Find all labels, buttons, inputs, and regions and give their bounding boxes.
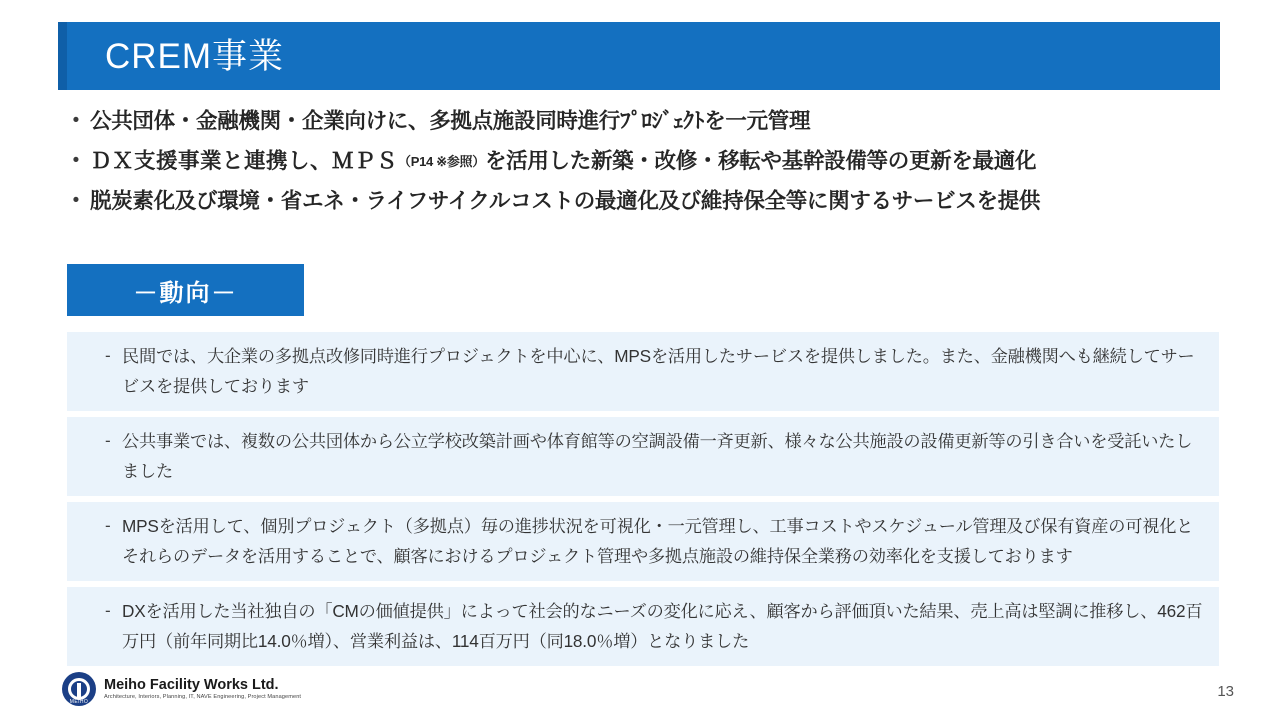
- bullet-marker-icon: •: [72, 190, 80, 211]
- list-item: [67, 332, 1219, 411]
- list-item-text: 公共事業では、複数の公共団体から公立学校改築計画や体育館等の空調設備一斉更新、様々な公共施設の設備更新等の引き合いを受託いたしました: [122, 431, 1193, 481]
- slide-title-band: [67, 22, 1220, 90]
- list-item: [67, 587, 1219, 666]
- page-number: 13: [1217, 683, 1234, 700]
- dash-marker-icon: -: [105, 431, 111, 450]
- bullet-marker-icon: •: [72, 150, 80, 171]
- footer-company-block: [104, 677, 301, 702]
- bullet-marker-icon: •: [72, 110, 80, 131]
- list-item: [67, 417, 1219, 496]
- section-header-label: －動向－: [133, 279, 238, 307]
- bullet-text: [90, 146, 1036, 177]
- list-item-text: MPSを活用して、個別プロジェクト（多拠点）毎の進捗状況を可視化・一元管理し、工事コストやスケジュール管理及び保有資産の可視化とそれらのデータを活用することで、顧客におけるプロジェクト管理や多拠点施設の維持保全業務の効率化を支援しております: [122, 516, 1194, 566]
- bullet-reference-note: （P14 ※参照）: [398, 154, 485, 169]
- title-accent-bar: [58, 22, 67, 90]
- bullet-text: 脱炭素化及び環境・省エネ・ライフサイクルコストの最適化及び維持保全等に関するサービスを提供: [90, 189, 1041, 213]
- section-header-chip: [67, 264, 304, 316]
- logo-ring-shape: [68, 678, 90, 700]
- trend-item-list: [67, 332, 1219, 672]
- dash-marker-icon: -: [105, 346, 111, 365]
- company-tagline: Architecture, Interiors, Planning, IT, NAVE Engineering, Project Management: [104, 693, 302, 700]
- company-name: Meiho Facility Works Ltd.: [104, 676, 279, 693]
- list-item: [67, 502, 1219, 581]
- list-item-text: 民間では、大企業の多拠点改修同時進行プロジェクトを中心に、MPSを活用したサービスを提供しました。また、金融機関へも継続してサービスを提供しております: [122, 346, 1195, 396]
- meiho-logo-icon: [62, 672, 96, 706]
- footer-logo: [62, 672, 301, 706]
- bullet-text-tail: を活用した新築・改修・移転や基幹設備等の更新を最適化: [484, 149, 1037, 173]
- bullet-item: [62, 106, 1222, 137]
- page-title: CREM事業: [105, 36, 285, 76]
- bullet-text: 公共団体・金融機関・企業向けに、多拠点施設同時進行ﾌﾟﾛｼﾞｪｸﾄを一元管理: [90, 109, 811, 133]
- bullet-text-main: ＤＸ支援事業と連携し、ＭＰＳ: [90, 149, 399, 173]
- logo-caption: MEIHO: [69, 699, 89, 705]
- bullet-list: [62, 106, 1222, 226]
- dash-marker-icon: -: [105, 516, 111, 535]
- dash-marker-icon: -: [105, 601, 111, 620]
- list-item-text: DXを活用した当社独自の「CMの価値提供」によって社会的なニーズの変化に応え、顧客から評価頂いた結果、売上高は堅調に推移し、462百万円（前年同期比14.0％増）、営業利益は、114百万円（同18.0％増）となりました: [122, 601, 1203, 651]
- bullet-item: [62, 186, 1222, 217]
- bullet-item: [62, 146, 1222, 177]
